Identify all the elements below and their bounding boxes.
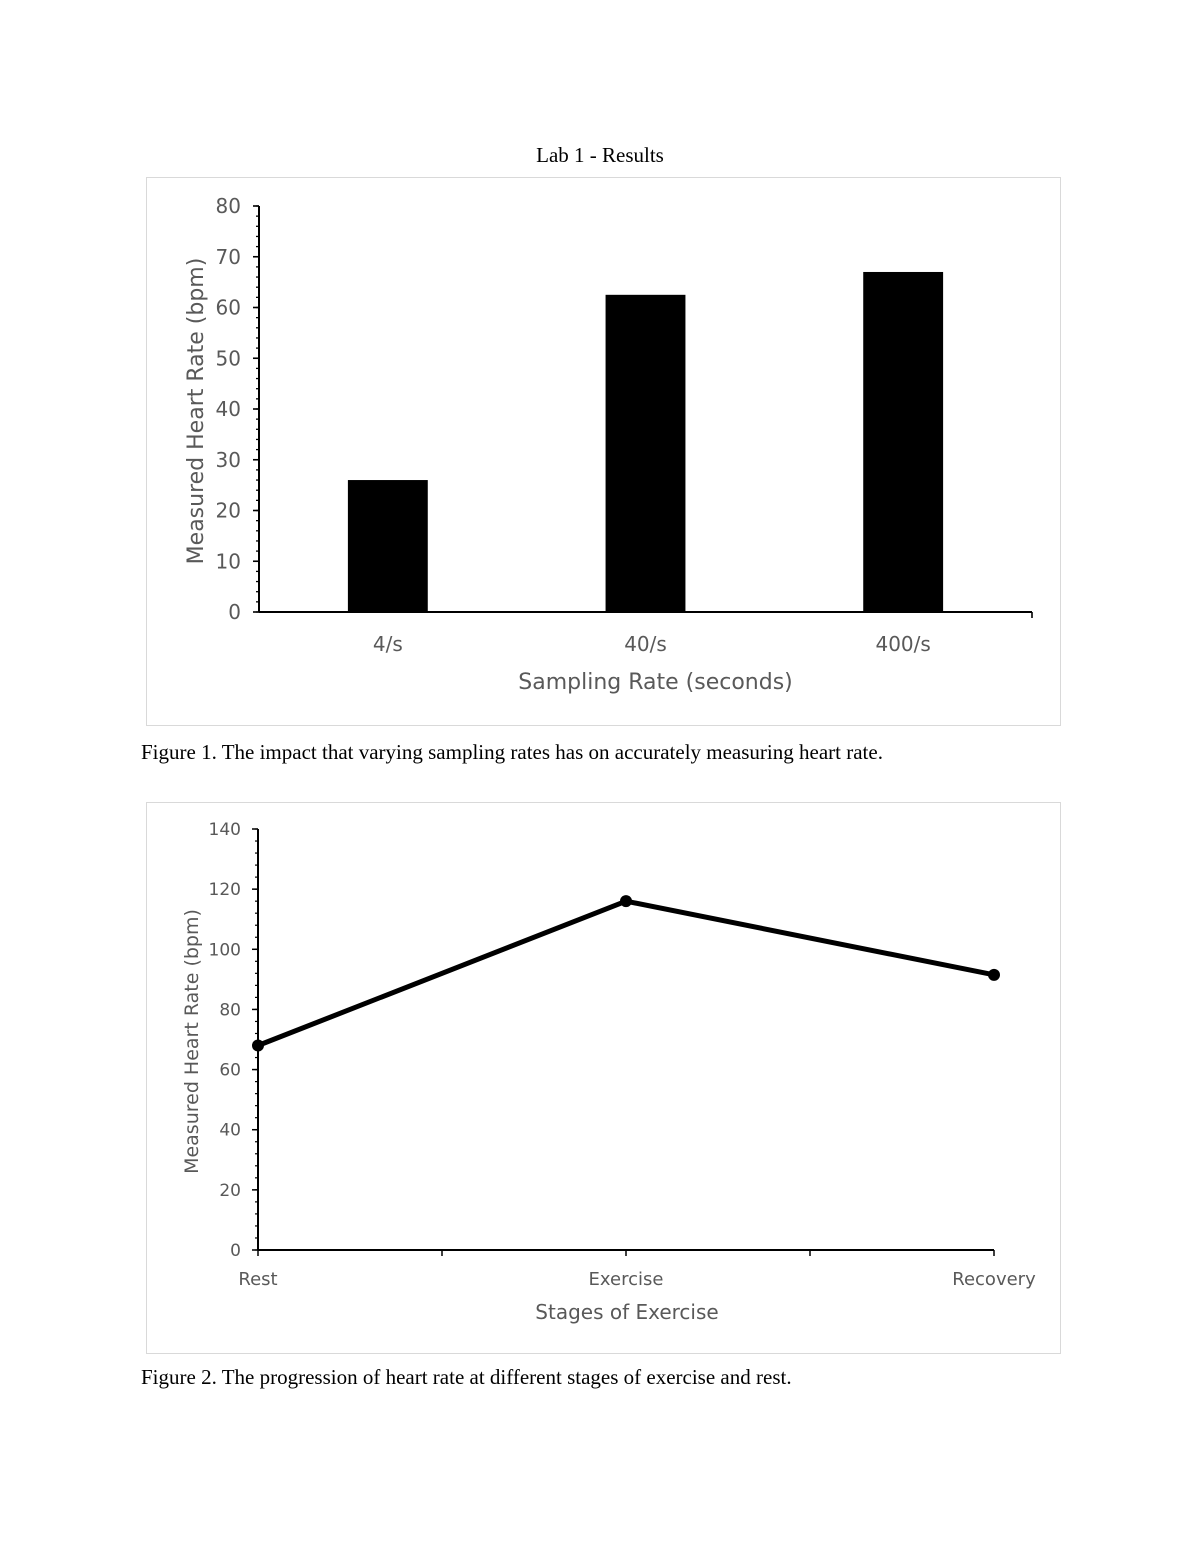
- y-axis-title: Measured Heart Rate (bpm): [181, 909, 203, 1174]
- x-axis-title: Sampling Rate (seconds): [518, 670, 793, 695]
- y-tick-label: 70: [215, 244, 241, 269]
- bar-4s-s: [348, 480, 428, 612]
- figure-2-caption: Figure 2. The progression of heart rate at different stages of exercise and rest.: [141, 1365, 792, 1389]
- x-tick-label: Exercise: [588, 1269, 664, 1290]
- y-tick-label: 20: [219, 1180, 241, 1201]
- bar-40s-s: [606, 295, 686, 612]
- y-tick-label: 0: [230, 1241, 241, 1261]
- y-tick-label: 30: [215, 447, 241, 472]
- y-tick-label: 10: [215, 549, 241, 574]
- y-tick-label: 140: [208, 820, 241, 840]
- line-chart-exercise-stages: [181, 820, 1036, 1324]
- y-tick-label: 40: [215, 397, 241, 421]
- y-tick-label: 60: [219, 1060, 241, 1081]
- figure-1-caption: Figure 1. The impact that varying sampling rates has on accurately measuring heart rate.: [141, 740, 883, 764]
- y-tick-label: 60: [215, 295, 241, 320]
- x-tick-label: 40/s: [624, 632, 667, 656]
- bar-chart-sampling-rate: [184, 194, 1032, 695]
- y-tick-label: 120: [208, 880, 241, 901]
- bar-400s-s: [863, 272, 943, 612]
- series-line: [258, 901, 994, 1045]
- data-point-exercise: [620, 895, 632, 907]
- y-tick-label: 50: [215, 346, 241, 371]
- x-tick-label: 4/s: [372, 632, 403, 656]
- y-tick-label: 40: [219, 1120, 241, 1141]
- data-point-rest: [252, 1040, 264, 1052]
- x-tick-label: 400/s: [875, 632, 931, 656]
- document-title: Lab 1 - Results: [536, 143, 664, 167]
- y-axis-title: Measured Heart Rate (bpm): [184, 257, 209, 565]
- x-tick-label: Recovery: [952, 1269, 1036, 1290]
- data-point-recovery: [988, 969, 1000, 981]
- y-tick-label: 80: [219, 1000, 241, 1021]
- x-axis-title: Stages of Exercise: [535, 1300, 719, 1324]
- y-tick-label: 20: [215, 498, 241, 523]
- y-tick-label: 100: [208, 940, 241, 961]
- y-tick-label: 0: [228, 600, 241, 624]
- y-tick-label: 80: [215, 194, 241, 218]
- x-tick-label: Rest: [238, 1269, 278, 1290]
